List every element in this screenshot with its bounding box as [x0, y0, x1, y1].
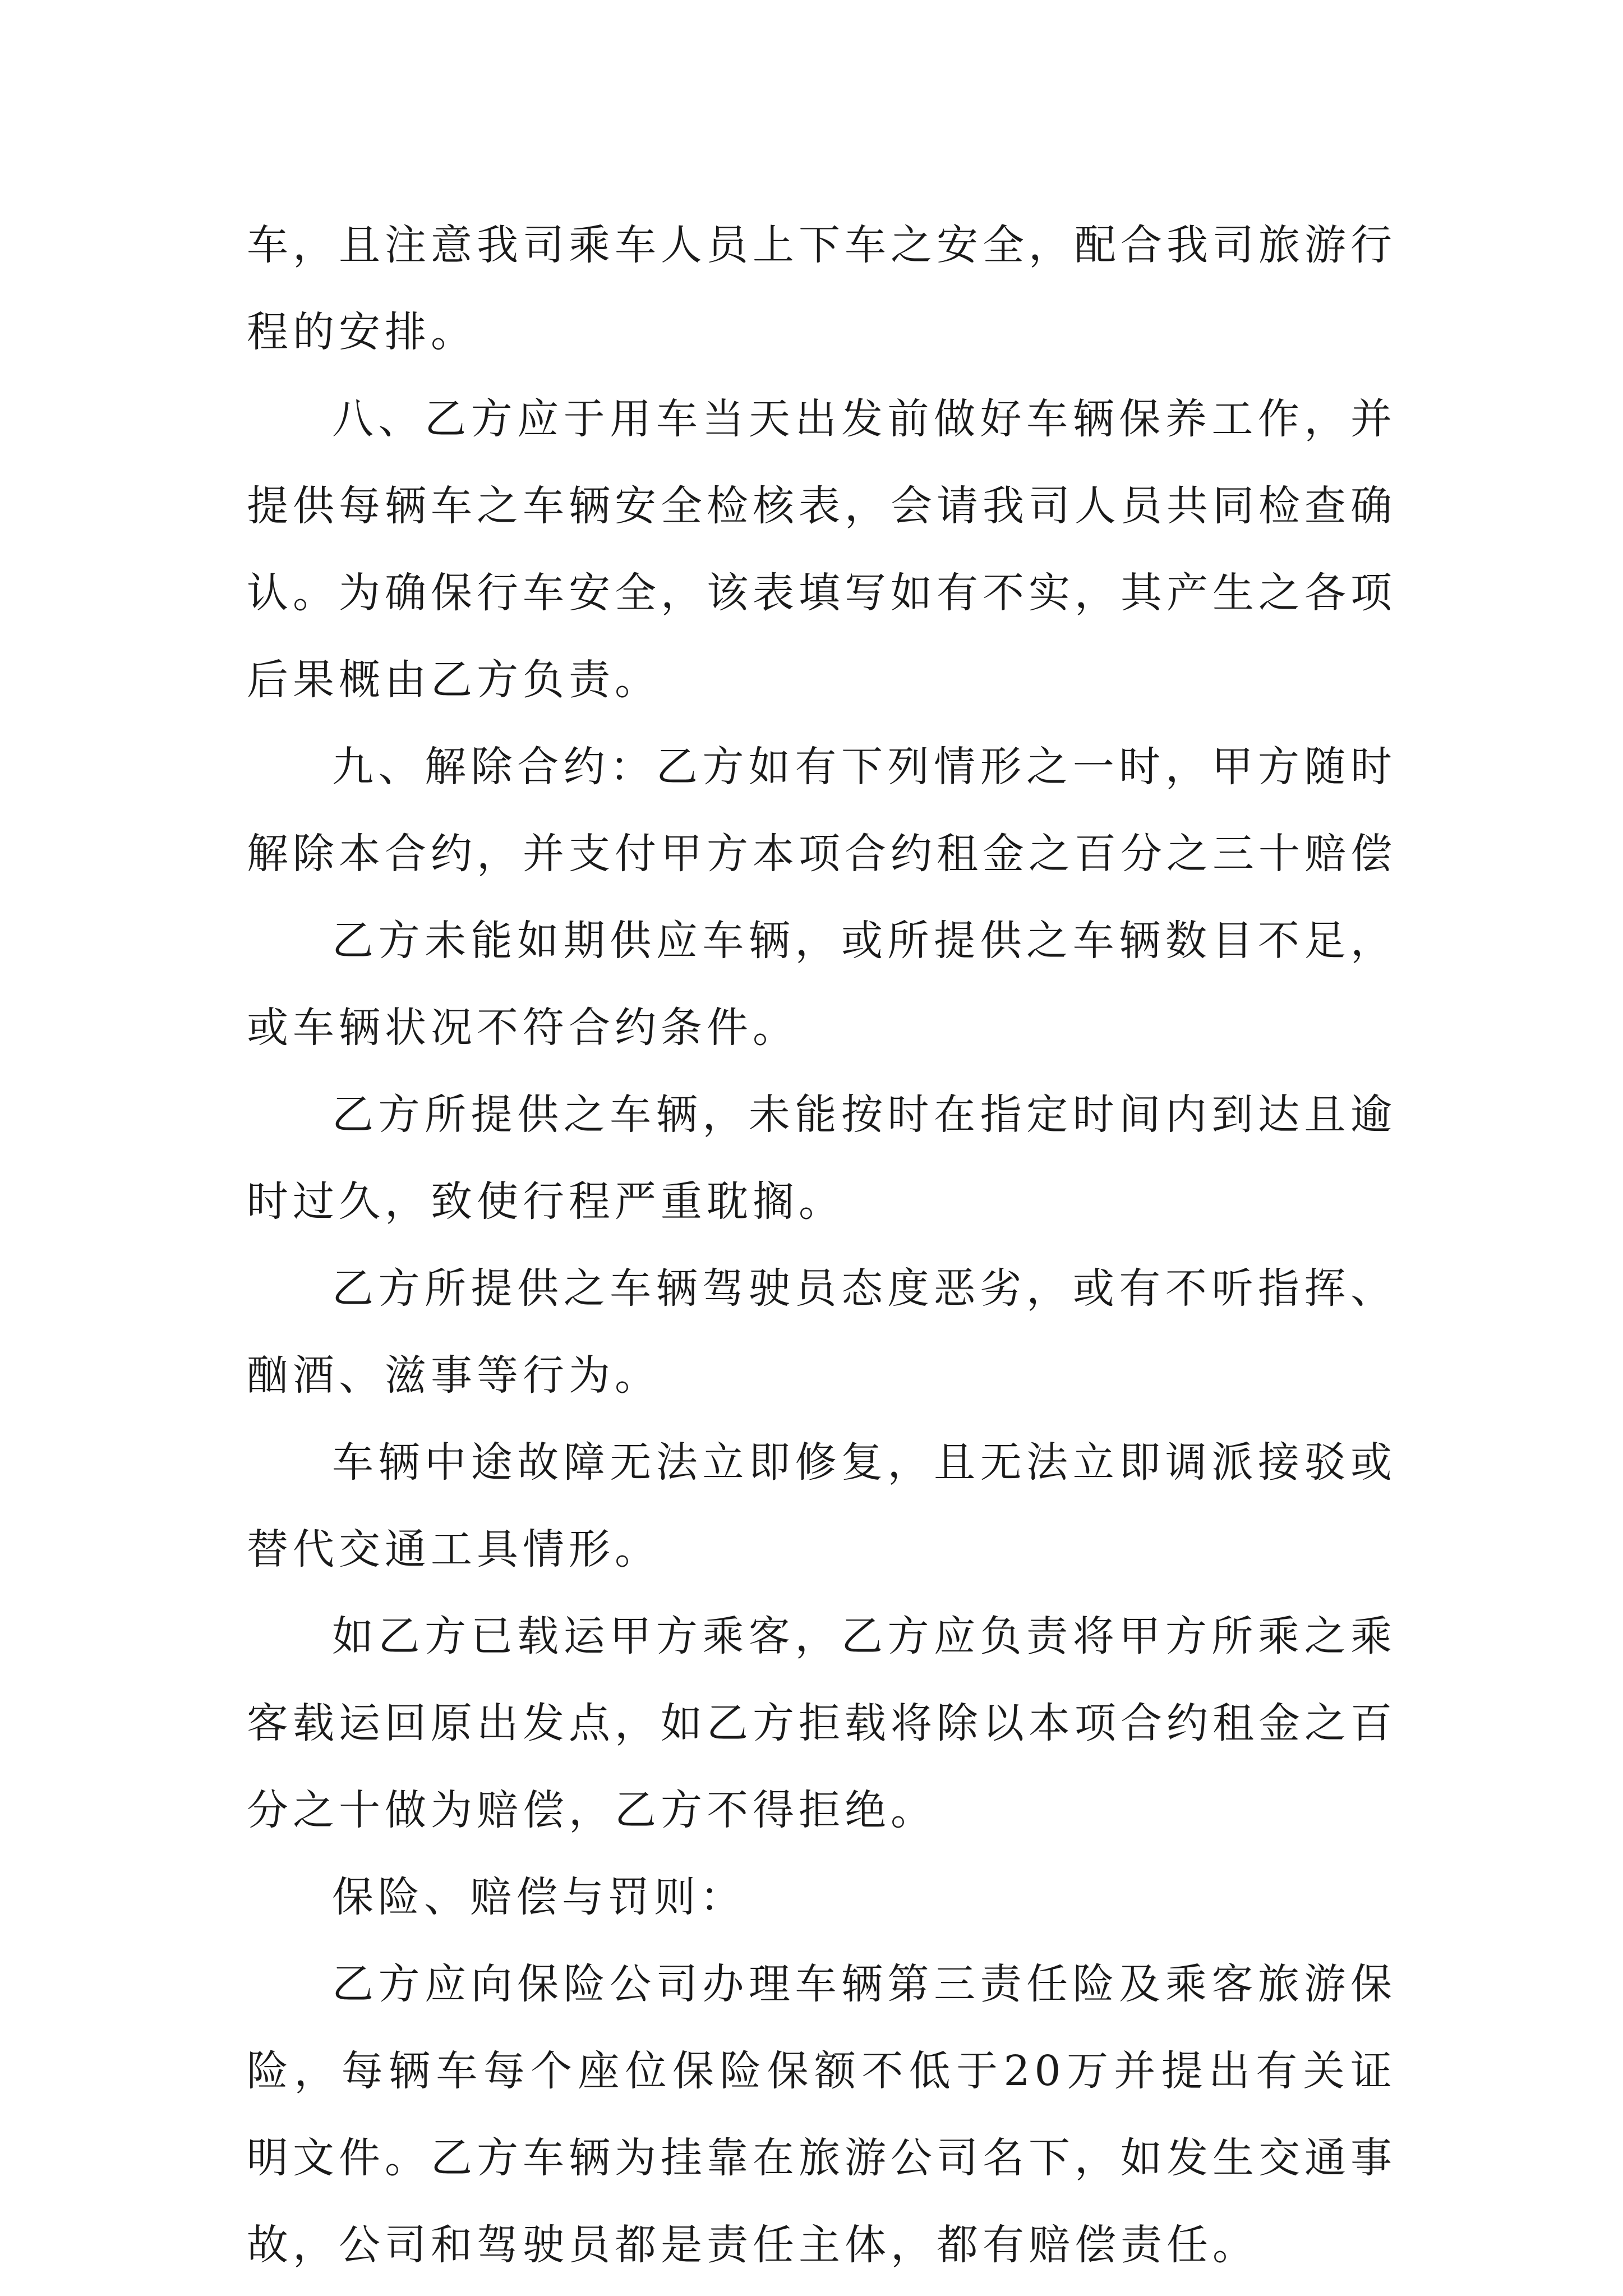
paragraph-condition-2: 乙方所提供之车辆，未能按时在指定时间内到达且逾时过久，致使行程严重耽搁。 — [247, 1091, 1396, 1226]
paragraph-insurance-heading: 保险、赔偿与罚则： — [332, 1873, 746, 1921]
paragraph-insurance-details: 乙方应向保险公司办理车辆第三责任险及乘客旅游保险，每辆车每个座位保险保额不低于20万并提出有关证明文件。乙方车辆为挂靠在旅游公司名下，如发生交通事故，公司和驾驶员都是责任主体，都有赔偿责任。 — [247, 1960, 1396, 2269]
paragraph-continuation: 车，且注意我司乘车人员上下车之安全，配合我司旅游行程的安排。 — [247, 221, 1396, 356]
paragraph-clause-8: 八、乙方应于用车当天出发前做好车辆保养工作，并提供每辆车之车辆安全检核表，会请我司人员共同检查确认。为确保行车安全，该表填写如有不实，其产生之各项后果概由乙方负责。 — [247, 395, 1396, 704]
paragraph-clause-9: 九、解除合约：乙方如有下列情形之一时，甲方随时解除本合约，并支付甲方本项合约租金之百分之三十赔偿 — [247, 743, 1396, 878]
paragraph-condition-4: 车辆中途故障无法立即修复，且无法立即调派接驳或替代交通工具情形。 — [247, 1438, 1396, 1573]
document-body — [247, 202, 1396, 2289]
paragraph-condition-3: 乙方所提供之车辆驾驶员态度恶劣，或有不听指挥、酗酒、滋事等行为。 — [247, 1264, 1396, 1400]
paragraph-passenger-return: 如乙方已载运甲方乘客，乙方应负责将甲方所乘之乘客载运回原出发点，如乙方拒载将除以本项合约租金之百分之十做为赔偿，乙方不得拒绝。 — [247, 1612, 1396, 1834]
paragraph-condition-1: 乙方未能如期供应车辆，或所提供之车辆数目不足，或车辆状况不符合约条件。 — [247, 917, 1396, 1052]
